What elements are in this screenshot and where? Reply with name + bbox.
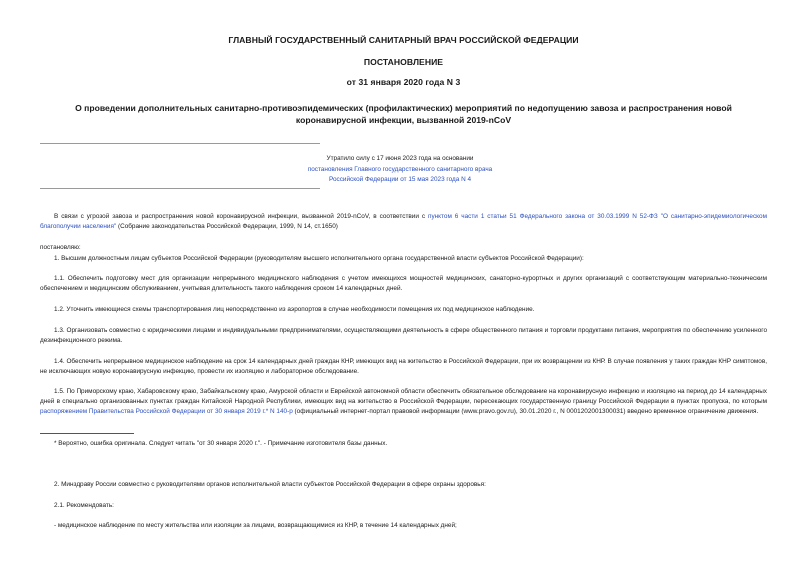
status-note-link[interactable]: постановления Главного государственного санитарного врача: [307, 165, 493, 173]
divider: [40, 188, 320, 189]
document-title-line: О проведении дополнительных санитарно-противоэпидемических (профилактических) мероприятий по недопущению завоза и распространения новой: [75, 103, 732, 113]
status-note-link[interactable]: Российской Федерации от 15 мая 2023 года N 4: [328, 176, 472, 183]
document-type: ПОСТАНОВЛЕНИЕ: [363, 57, 444, 67]
divider: [40, 143, 320, 144]
preamble-text: (Собрание законодательства Российской Федерации, 1999, N 14, ст.1650): [116, 223, 338, 230]
status-note: [280, 154, 520, 186]
status-note-text: Утратило силу с 17 июня 2023 года на основании: [326, 155, 474, 162]
footnote-rule: [40, 433, 134, 434]
paragraph-1-4: 1.4. Обеспечить непрерывное медицинское наблюдение на срок 14 календарных дней граждан КНР, имеющих вид на жительство в Российской Федерации, при их возвращении из КНР. В случае появления у таких граждан КНР симптомов, не исключающих новую коронавирусную инфекцию, провести их изоляцию и лабораторное обследование.: [40, 358, 767, 375]
paragraph-2-1-item: - медицинское наблюдение по месту жительства или изоляции за лицами, возвращающимися из КНР, в течение 14 календарных дней;: [54, 522, 457, 529]
paragraph-2: 2. Минздраву России совместно с руководителями органов исполнительной власти субъектов Российской Федерации в сфере охраны здоровья:: [54, 481, 486, 488]
paragraph-1: 1. Высшим должностным лицам субъектов Российской Федерации (руководителям высшего исполнительного органа государственной власти субъектов Российской Федерации):: [54, 255, 584, 262]
footnote: * Вероятно, ошибка оригинала. Следует читать "от 30 января 2020 г.". - Примечание изготовителя базы данных.: [54, 440, 388, 447]
paragraph-1-1: 1.1. Обеспечить подготовку мест для организации непрерывного медицинского наблюдения с учетом имеющихся мощностей медицинских, санаторно-курортных и других организаций с соответствующим материально-техническим обеспечением и медицинским обслуживанием, учитывая длительность такого наблюдения сроком 14 календарных дней.: [40, 275, 767, 292]
preamble: [40, 212, 767, 232]
paragraph-text: 1.5. По Приморскому краю, Хабаровскому краю, Забайкальскому краю, Амурской области и Еврейской автономной области обеспечить обязательное обследование на коронавирусную инфекцию и изоляцию на период до 14 календарных дней в специально организованных пунктах граждан Китайской Народной Республики, имеющих вид на жительство в Российской Федерации, пересекающих государственную границу Российской Федерации в пунктах пропуска, по которым: [40, 388, 767, 405]
document-title-line: коронавирусной инфекции, вызванной 2019-nCoV: [295, 115, 512, 125]
paragraph-1-5: [40, 387, 767, 417]
law-reference-link[interactable]: пунктом 6 части 1 статьи 51 Федерального закона от 30.03.1999 N 52-ФЗ "О санитарно-эпидемиологическом благополучии населения": [40, 213, 767, 230]
preamble-text: В связи с угрозой завоза и распространения новой коронавирусной инфекции, вызванной 2019-nCoV, в соответствии с: [54, 213, 428, 220]
government-order-link[interactable]: распоряжением Правительства Российской Федерации от 30 января 2019 г.* N 140-р: [40, 408, 293, 415]
document-title: [40, 102, 767, 126]
paragraph-1-3: 1.3. Организовать совместно с юридическими лицами и индивидуальными предпринимателями, осуществляющими деятельность в сфере общественного питания и торговли продуктами питания, мероприятия по обеспечению усиленного дезинфекционного режима.: [40, 327, 767, 344]
resolve-word: постановляю:: [40, 244, 81, 251]
document-date-number: от 31 января 2020 года N 3: [346, 77, 461, 87]
paragraph-1-2: 1.2. Уточнить имеющиеся схемы транспортирования лиц непосредственно из аэропортов в случае необходимости помещения их под медицинское наблюдение.: [54, 306, 535, 313]
paragraph-2-1: 2.1. Рекомендовать:: [54, 502, 114, 509]
issuing-authority: ГЛАВНЫЙ ГОСУДАРСТВЕННЫЙ САНИТАРНЫЙ ВРАЧ РОССИЙСКОЙ ФЕДЕРАЦИИ: [228, 35, 579, 45]
paragraph-text: (официальный интернет-портал правовой информации (www.pravo.gov.ru), 30.01.2020 г., N 0001202001300031) введено временное ограничение движения.: [292, 408, 759, 415]
